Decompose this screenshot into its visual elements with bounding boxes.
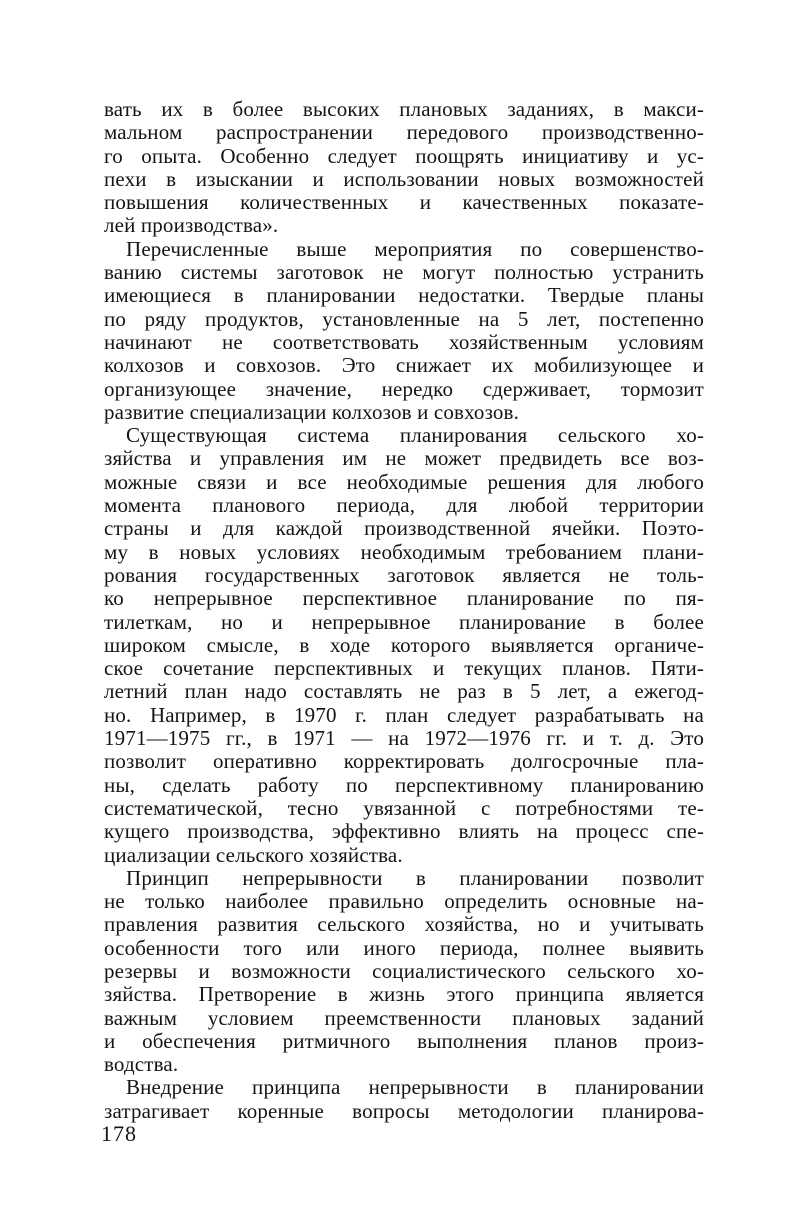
text-line: лей производства». bbox=[104, 214, 279, 238]
text-line: мальном распространении передового производственно- bbox=[104, 121, 704, 145]
text-line: не только наиболее правильно определить основные на- bbox=[104, 890, 704, 914]
text-line: колхозов и совхозов. Это снижает их мобилизующее и bbox=[104, 354, 704, 378]
text-line: Внедрение принципа непрерывности в планировании bbox=[126, 1076, 704, 1100]
text-line: ко непрерывное перспективное планирование по пя- bbox=[104, 587, 704, 611]
text-line: систематической, тесно увязанной с потребностями те- bbox=[104, 796, 704, 820]
body-text bbox=[104, 98, 704, 1123]
text-line: циализации сельского хозяйства. bbox=[104, 843, 403, 867]
text-line: широком смысле, в ходе которого выявляется органиче- bbox=[104, 633, 704, 657]
text-line: рования государственных заготовок является не толь- bbox=[104, 563, 704, 587]
text-line: по ряду продуктов, установленные на 5 лет, постепенно bbox=[104, 307, 704, 331]
text-line: зяйства и управления им не может предвидеть все воз- bbox=[104, 447, 704, 471]
text-line: ны, сделать работу по перспективному планированию bbox=[104, 773, 704, 797]
paragraph-3 bbox=[104, 424, 704, 867]
text-line: затрагивает коренные вопросы методологии планирова- bbox=[104, 1099, 704, 1123]
paragraph-2 bbox=[104, 238, 704, 424]
text-line: Принцип непрерывности в планировании позволит bbox=[126, 866, 704, 890]
text-line: Существующая система планирования сельского хо- bbox=[126, 424, 704, 448]
text-line: позволит оперативно корректировать долгосрочные пла- bbox=[104, 750, 704, 774]
text-line: резервы и возможности социалистического сельского хо- bbox=[104, 959, 704, 983]
text-line: вать их в более высоких плановых заданиях, в макси- bbox=[104, 98, 704, 121]
text-line: важным условием преемственности плановых заданий bbox=[104, 1006, 704, 1030]
paragraph-5 bbox=[104, 1076, 704, 1123]
text-line: начинают не соответствовать хозяйственным условиям bbox=[104, 330, 704, 354]
text-line: ское сочетание перспективных и текущих планов. Пяти- bbox=[104, 657, 704, 681]
text-line: страны и для каждой производственной ячейки. Поэто- bbox=[104, 517, 704, 541]
text-line: и обеспечения ритмичного выполнения планов произ- bbox=[104, 1029, 704, 1053]
text-line: можные связи и все необходимые решения для любого bbox=[104, 470, 704, 494]
text-line: водства. bbox=[104, 1053, 179, 1077]
text-line: го опыта. Особенно следует поощрять инициативу и ус- bbox=[104, 144, 704, 168]
text-line: летний план надо составлять не раз в 5 лет, а ежегод- bbox=[104, 680, 704, 704]
text-line: развитие специализации колхозов и совхозов. bbox=[104, 400, 520, 424]
text-line: особенности того или иного периода, полнее выявить bbox=[104, 936, 704, 960]
text-line: 1971—1975 гг., в 1971 — на 1972—1976 гг. и т. д. Это bbox=[104, 727, 704, 751]
text-line: пехи в изыскании и использовании новых возможностей bbox=[104, 167, 704, 191]
text-line: тилеткам, но и непрерывное планирование в более bbox=[104, 610, 704, 634]
text-line: правления развития сельского хозяйства, но и учитывать bbox=[104, 913, 704, 937]
text-line: но. Например, в 1970 г. план следует разрабатывать на bbox=[104, 703, 704, 727]
text-line: ванию системы заготовок не могут полностью устранить bbox=[104, 261, 704, 285]
paragraph-4 bbox=[104, 867, 704, 1077]
text-line: имеющиеся в планировании недостатки. Твердые планы bbox=[104, 284, 704, 308]
text-line: организующее значение, нередко сдерживает, тормозит bbox=[104, 377, 704, 401]
page-number: 178 bbox=[101, 1121, 137, 1146]
text-line: кущего производства, эффективно влиять на процесс спе- bbox=[104, 820, 704, 844]
text-line: Перечисленные выше мероприятия по совершенство- bbox=[126, 237, 704, 261]
text-line: зяйства. Претворение в жизнь этого принципа является bbox=[104, 983, 704, 1007]
paragraph-1 bbox=[104, 98, 704, 238]
text-line: повышения количественных и качественных показате- bbox=[104, 191, 704, 215]
text-line: момента планового периода, для любой территории bbox=[104, 494, 704, 518]
text-line: му в новых условиях необходимым требованием плани- bbox=[104, 540, 704, 564]
